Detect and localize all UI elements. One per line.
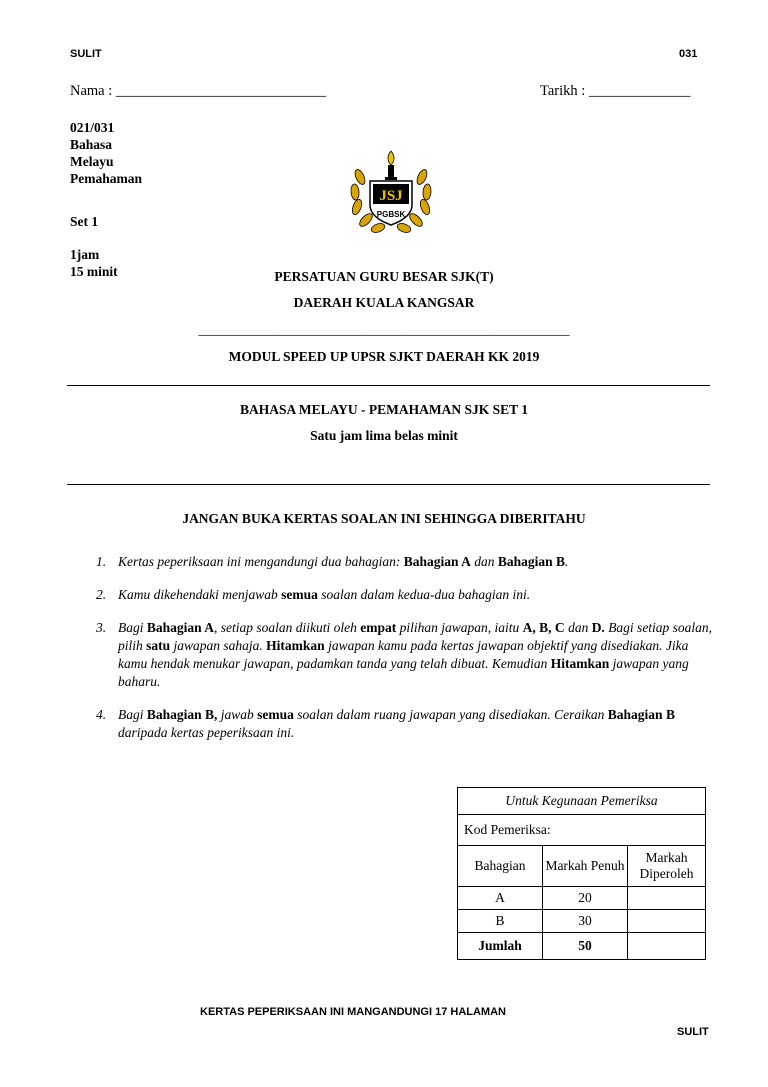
bold-text: empat (360, 620, 397, 635)
header-markah-penuh: Markah Penuh (543, 846, 628, 887)
bold-text: Hitamkan (550, 656, 610, 671)
cell-penuh: 30 (543, 910, 628, 933)
cell-bahagian: B (458, 910, 543, 933)
instruction-number: 2. (96, 587, 107, 602)
text: . (565, 554, 569, 569)
instruction-number: 1. (96, 554, 107, 569)
footer-page-count: KERTAS PEPERIKSAAN INI MANGANDUNGI 17 HALAMAN (200, 1006, 506, 1018)
org-line1: PERSATUAN GURU BESAR SJK(T) (274, 269, 494, 284)
bold-text: Bahagian A (146, 620, 215, 635)
cell-jumlah-diperoleh[interactable] (628, 933, 706, 960)
text: Kamu dikehendaki menjawab (118, 587, 282, 602)
text: jawapan sahaja. (170, 638, 267, 653)
cell-jumlah-penuh: 50 (543, 933, 628, 960)
module-title: MODUL SPEED UP UPSR SJKT DAERAH KK 2019 (228, 349, 540, 364)
text: soalan dalam kedua-dua bahagian ini. (317, 587, 531, 602)
instruction-3 (96, 619, 716, 691)
nama-field[interactable]: Nama : _____________________________ (70, 83, 327, 99)
instruction-4 (96, 706, 716, 742)
header-sulit: SULIT (70, 48, 102, 60)
footer-sulit: SULIT (677, 1026, 709, 1038)
pgbsk-logo (346, 147, 436, 239)
cell-jumlah: Jumlah (458, 933, 543, 960)
torch-icon (385, 151, 397, 180)
exam-title: BAHASA MELAYU - PEMAHAMAN SJK SET 1 (239, 402, 529, 417)
paper-subject-line1: Bahasa (70, 137, 113, 152)
text: dan (564, 620, 592, 635)
text: , setiap soalan diikuti oleh (214, 620, 361, 635)
kod-pemeriksa[interactable]: Kod Pemeriksa: (458, 815, 706, 846)
logo-text: PGBSK (376, 210, 406, 219)
text: daripada kertas peperiksaan ini. (118, 725, 295, 740)
header-markah-diperoleh: Markah Diperoleh (628, 846, 706, 887)
text: Bagi setiap soalan, pilih (118, 620, 713, 653)
text: jawapan kamu pada kertas jawapan objektif yang disediakan. Jika kamu hendak menukar jawapan, padamkan tanda yang telah dibuat. Kemudian (118, 638, 689, 671)
cell-penuh: 20 (543, 887, 628, 910)
warning-text: JANGAN BUKA KERTAS SOALAN INI SEHINGGA DIBERITAHU (182, 511, 586, 526)
bold-text: Hitamkan (266, 638, 325, 653)
text: pilihan jawapan, iaitu (396, 620, 523, 635)
bold-text: Bahagian B (607, 707, 675, 722)
text: soalan dalam ruang jawapan yang disediakan. Ceraikan (293, 707, 608, 722)
bold-text: Bahagian B (497, 554, 566, 569)
bold-text: semua (257, 707, 294, 722)
text: jawapan yang baharu. (118, 656, 689, 689)
logo-emblem: JSJ (379, 188, 403, 204)
header-page-code: 031 (679, 48, 698, 60)
bold-text: D. (591, 620, 605, 635)
bold-text: Bahagian A (403, 554, 471, 569)
bold-text: semua (281, 587, 318, 602)
bottom-rule (67, 484, 710, 485)
text: Bagi (118, 707, 147, 722)
cell-diperoleh[interactable] (628, 910, 706, 933)
instruction-number: 3. (96, 620, 107, 635)
paper-set: Set 1 (70, 214, 99, 229)
paper-duration-line1: 1jam (70, 247, 100, 262)
table-row (458, 910, 706, 933)
instruction-number: 4. (96, 707, 107, 722)
paper-subject-line2: Melayu (70, 154, 114, 169)
exam-duration: Satu jam lima belas minit (310, 428, 458, 443)
header-bahagian: Bahagian (458, 846, 543, 887)
text: dan (470, 554, 498, 569)
org-divider: _______________________________________________________ (198, 322, 570, 337)
paper-subject-line3: Pemahaman (70, 171, 142, 186)
instructions-list (96, 553, 716, 757)
bold-text: satu (146, 638, 171, 653)
text: Kertas peperiksaan ini mengandungi dua bahagian: (118, 554, 404, 569)
cell-diperoleh[interactable] (628, 887, 706, 910)
examiner-table (457, 787, 706, 960)
bold-text: Bahagian B, (146, 707, 218, 722)
shield-icon (370, 181, 412, 225)
org-line2: DAERAH KUALA KANGSAR (293, 295, 475, 310)
paper-code: 021/031 (70, 120, 115, 135)
paper-info (70, 119, 142, 187)
instruction-1 (96, 553, 716, 571)
table-row (458, 933, 706, 960)
cell-bahagian: A (458, 887, 543, 910)
table-row (458, 887, 706, 910)
top-rule (67, 385, 710, 386)
text: jawab (217, 707, 258, 722)
instruction-2 (96, 586, 716, 604)
text: Bagi (118, 620, 147, 635)
bold-text: A, B, C (522, 620, 565, 635)
examiner-table-title: Untuk Kegunaan Pemeriksa (458, 788, 706, 815)
paper-duration-line2: 15 minit (70, 264, 118, 279)
tarikh-field[interactable]: Tarikh : ______________ (540, 83, 691, 99)
